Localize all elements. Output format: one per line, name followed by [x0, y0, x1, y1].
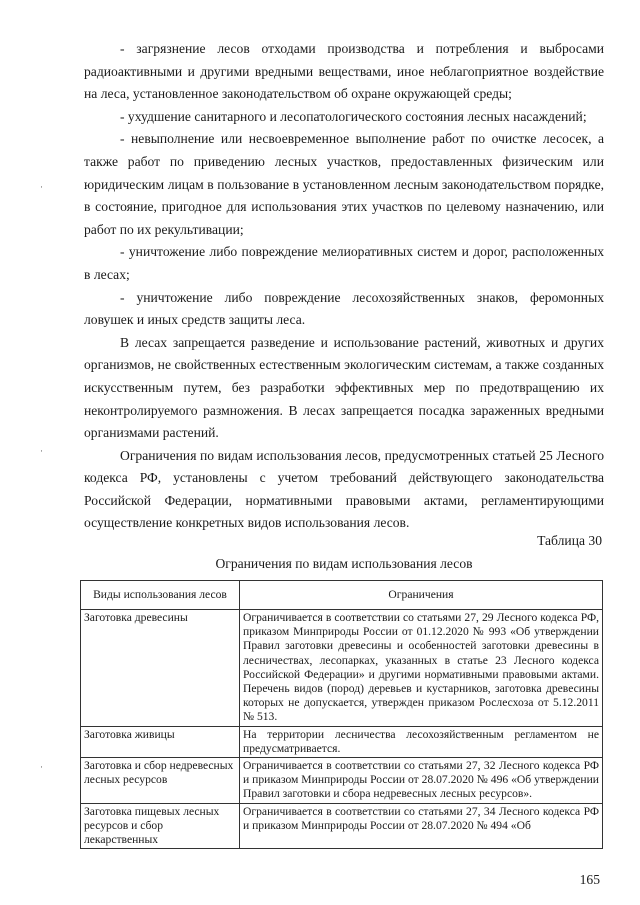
table-number: Таблица 30 — [537, 533, 602, 548]
table-cell-type: Заготовка древесины — [81, 610, 240, 727]
table-cell-type: Заготовка и сбор недревесных лесных ресурсов — [81, 758, 240, 804]
restrictions-table — [80, 580, 603, 849]
table-cell-restriction: Ограничивается в соответствии со статьями 27, 34 Лесного кодекса РФ и приказом Минприроды России от 28.07.2020 № 494 «Об — [240, 803, 603, 849]
table-cell-restriction: Ограничивается в соответствии со статьями 27, 29 Лесного кодекса РФ, приказом Минприроды России от 01.12.2020 № 993 «Об утверждении Правил заготовки древесины и особенностей заготовки древесины в лесничествах, лесопарках, указанных в статье 23 Лесного кодекса Российской Федерации» и другими нормативными правовыми актами. Перечень видов (пород) деревьев и кустарников, заготовка древесины которых не допускается, утвержден приказом Рослесхоза от 5.12.2011 № 513. — [240, 610, 603, 727]
table-cell-type: Заготовка пищевых лесных ресурсов и сбор лекарственных — [81, 803, 240, 849]
paragraph: - загрязнение лесов отходами производства и потребления и выбросами радиоактивными и другими вредными веществами, иное неблагоприятное воздействие на леса, установленное законодательством об охране окружающей среды; — [84, 41, 604, 102]
page-number: 165 — [579, 872, 600, 887]
table-row — [81, 758, 603, 804]
table-row — [81, 803, 603, 849]
table-cell-type: Заготовка живицы — [81, 726, 240, 757]
column-header: Виды использования лесов — [81, 581, 240, 610]
table-title: Ограничения по видам использования лесов — [215, 556, 473, 571]
table-row — [81, 726, 603, 757]
scan-speck: · — [40, 446, 43, 456]
body-text — [84, 38, 604, 535]
table-row — [81, 610, 603, 727]
table-cell-restriction: На территории лесничества лесохозяйственным регламентом не предусматривается. — [240, 726, 603, 757]
paragraph: - невыполнение или несвоевременное выполнение работ по очистке лесосек, а также работ по приведению лесных участков, предоставленных физическим или юридическим лицам в пользование в установленном лесным законодательством порядке, в состояние, пригодное для использования этих участков по целевому назначению, или работ по их рекультивации; — [84, 131, 604, 237]
scan-speck: · — [40, 182, 43, 192]
paragraph: В лесах запрещается разведение и использование растений, животных и других организмов, не свойственных естественным экологическим системам, а также созданных искусственным путем, без разработки эффективных мер по предотвращению их неконтролируемого размножения. В лесах запрещается посадка зараженных вредными организмами растений. — [84, 334, 604, 441]
column-header: Ограничения — [240, 581, 603, 610]
paragraph: - уничтожение либо повреждение мелиоративных систем и дорог, расположенных в лесах; — [84, 244, 604, 282]
scan-speck: · — [40, 762, 43, 772]
table-header-row — [81, 581, 603, 610]
paragraph: - уничтожение либо повреждение лесохозяйственных знаков, феромонных ловушек и иных средств защиты леса. — [84, 289, 604, 328]
table-cell-restriction: Ограничивается в соответствии со статьями 27, 32 Лесного кодекса РФ и приказом Минприроды России от 28.07.2020 № 496 «Об утверждении Правил заготовки и сбора недревесных лесных ресурсов». — [240, 758, 603, 804]
paragraph: Ограничения по видам использования лесов, предусмотренных статьей 25 Лесного кодекса РФ, установлены с учетом требований действующего законодательства Российской Федерации, нормативными правовыми актами, регламентирующими осуществление конкретных видов использования лесов. — [84, 447, 604, 531]
paragraph: - ухудшение санитарного и лесопатологического состояния лесных насаждений; — [120, 108, 587, 124]
